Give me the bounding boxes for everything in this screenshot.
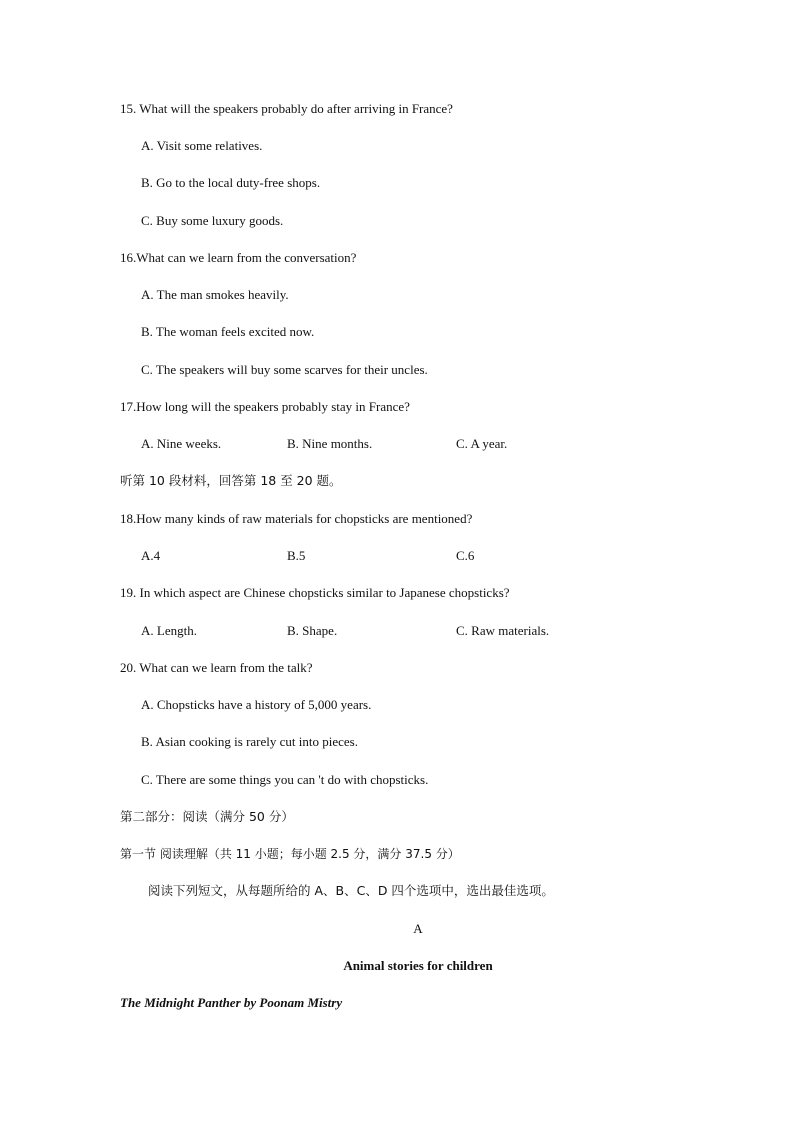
question-18: 18.How many kinds of raw materials for chopsticks are mentioned? — [120, 511, 473, 526]
question-17: 17.How long will the speakers probably stay in France? — [120, 399, 410, 414]
question-18-option-a: A.4 — [141, 548, 161, 563]
question-15-option-b: B. Go to the local duty-free shops. — [141, 175, 321, 190]
question-16-option-b: B. The woman feels excited now. — [141, 324, 315, 339]
question-19-option-c: C. Raw materials. — [456, 623, 550, 638]
question-16: 16.What can we learn from the conversation? — [120, 250, 357, 265]
question-19-option-a: A. Length. — [141, 623, 197, 638]
passage-letter: A — [413, 921, 423, 936]
question-19: 19. In which aspect are Chinese chopsticks similar to Japanese chopsticks? — [120, 585, 510, 600]
question-18-option-b: B.5 — [287, 548, 306, 563]
section-1-heading: 第一节 阅读理解（共 11 小题；每小题 2.5 分，满分 37.5 分） — [120, 847, 460, 861]
question-20: 20. What can we learn from the talk? — [120, 660, 313, 675]
question-17-option-b: B. Nine months. — [287, 436, 373, 451]
question-17-option-a: A. Nine weeks. — [141, 436, 222, 451]
question-16-option-a: A. The man smokes heavily. — [141, 287, 289, 302]
section-10-intro: 听第 10 段材料，回答第 18 至 20 题。 — [120, 473, 342, 488]
book-title: The Midnight Panther by Poonam Mistry — [120, 995, 343, 1010]
question-17-option-c: C. A year. — [456, 436, 508, 451]
part-2-heading: 第二部分：阅读（满分 50 分） — [120, 809, 294, 824]
question-20-option-b: B. Asian cooking is rarely cut into pieces. — [141, 734, 358, 749]
question-15: 15. What will the speakers probably do after arriving in France? — [120, 101, 453, 116]
passage-title: Animal stories for children — [343, 958, 493, 973]
question-15-option-c: C. Buy some luxury goods. — [141, 213, 284, 228]
question-20-option-a: A. Chopsticks have a history of 5,000 years. — [141, 697, 372, 712]
question-16-option-c: C. The speakers will buy some scarves for their uncles. — [141, 362, 428, 377]
question-18-option-c: C.6 — [456, 548, 475, 563]
question-19-option-b: B. Shape. — [287, 623, 338, 638]
question-15-option-a: A. Visit some relatives. — [141, 138, 263, 153]
reading-instruction: 阅读下列短文，从每题所给的 A、B、C、D 四个选项中，选出最佳选项。 — [148, 883, 554, 898]
question-20-option-c: C. There are some things you can 't do with chopsticks. — [141, 772, 429, 787]
